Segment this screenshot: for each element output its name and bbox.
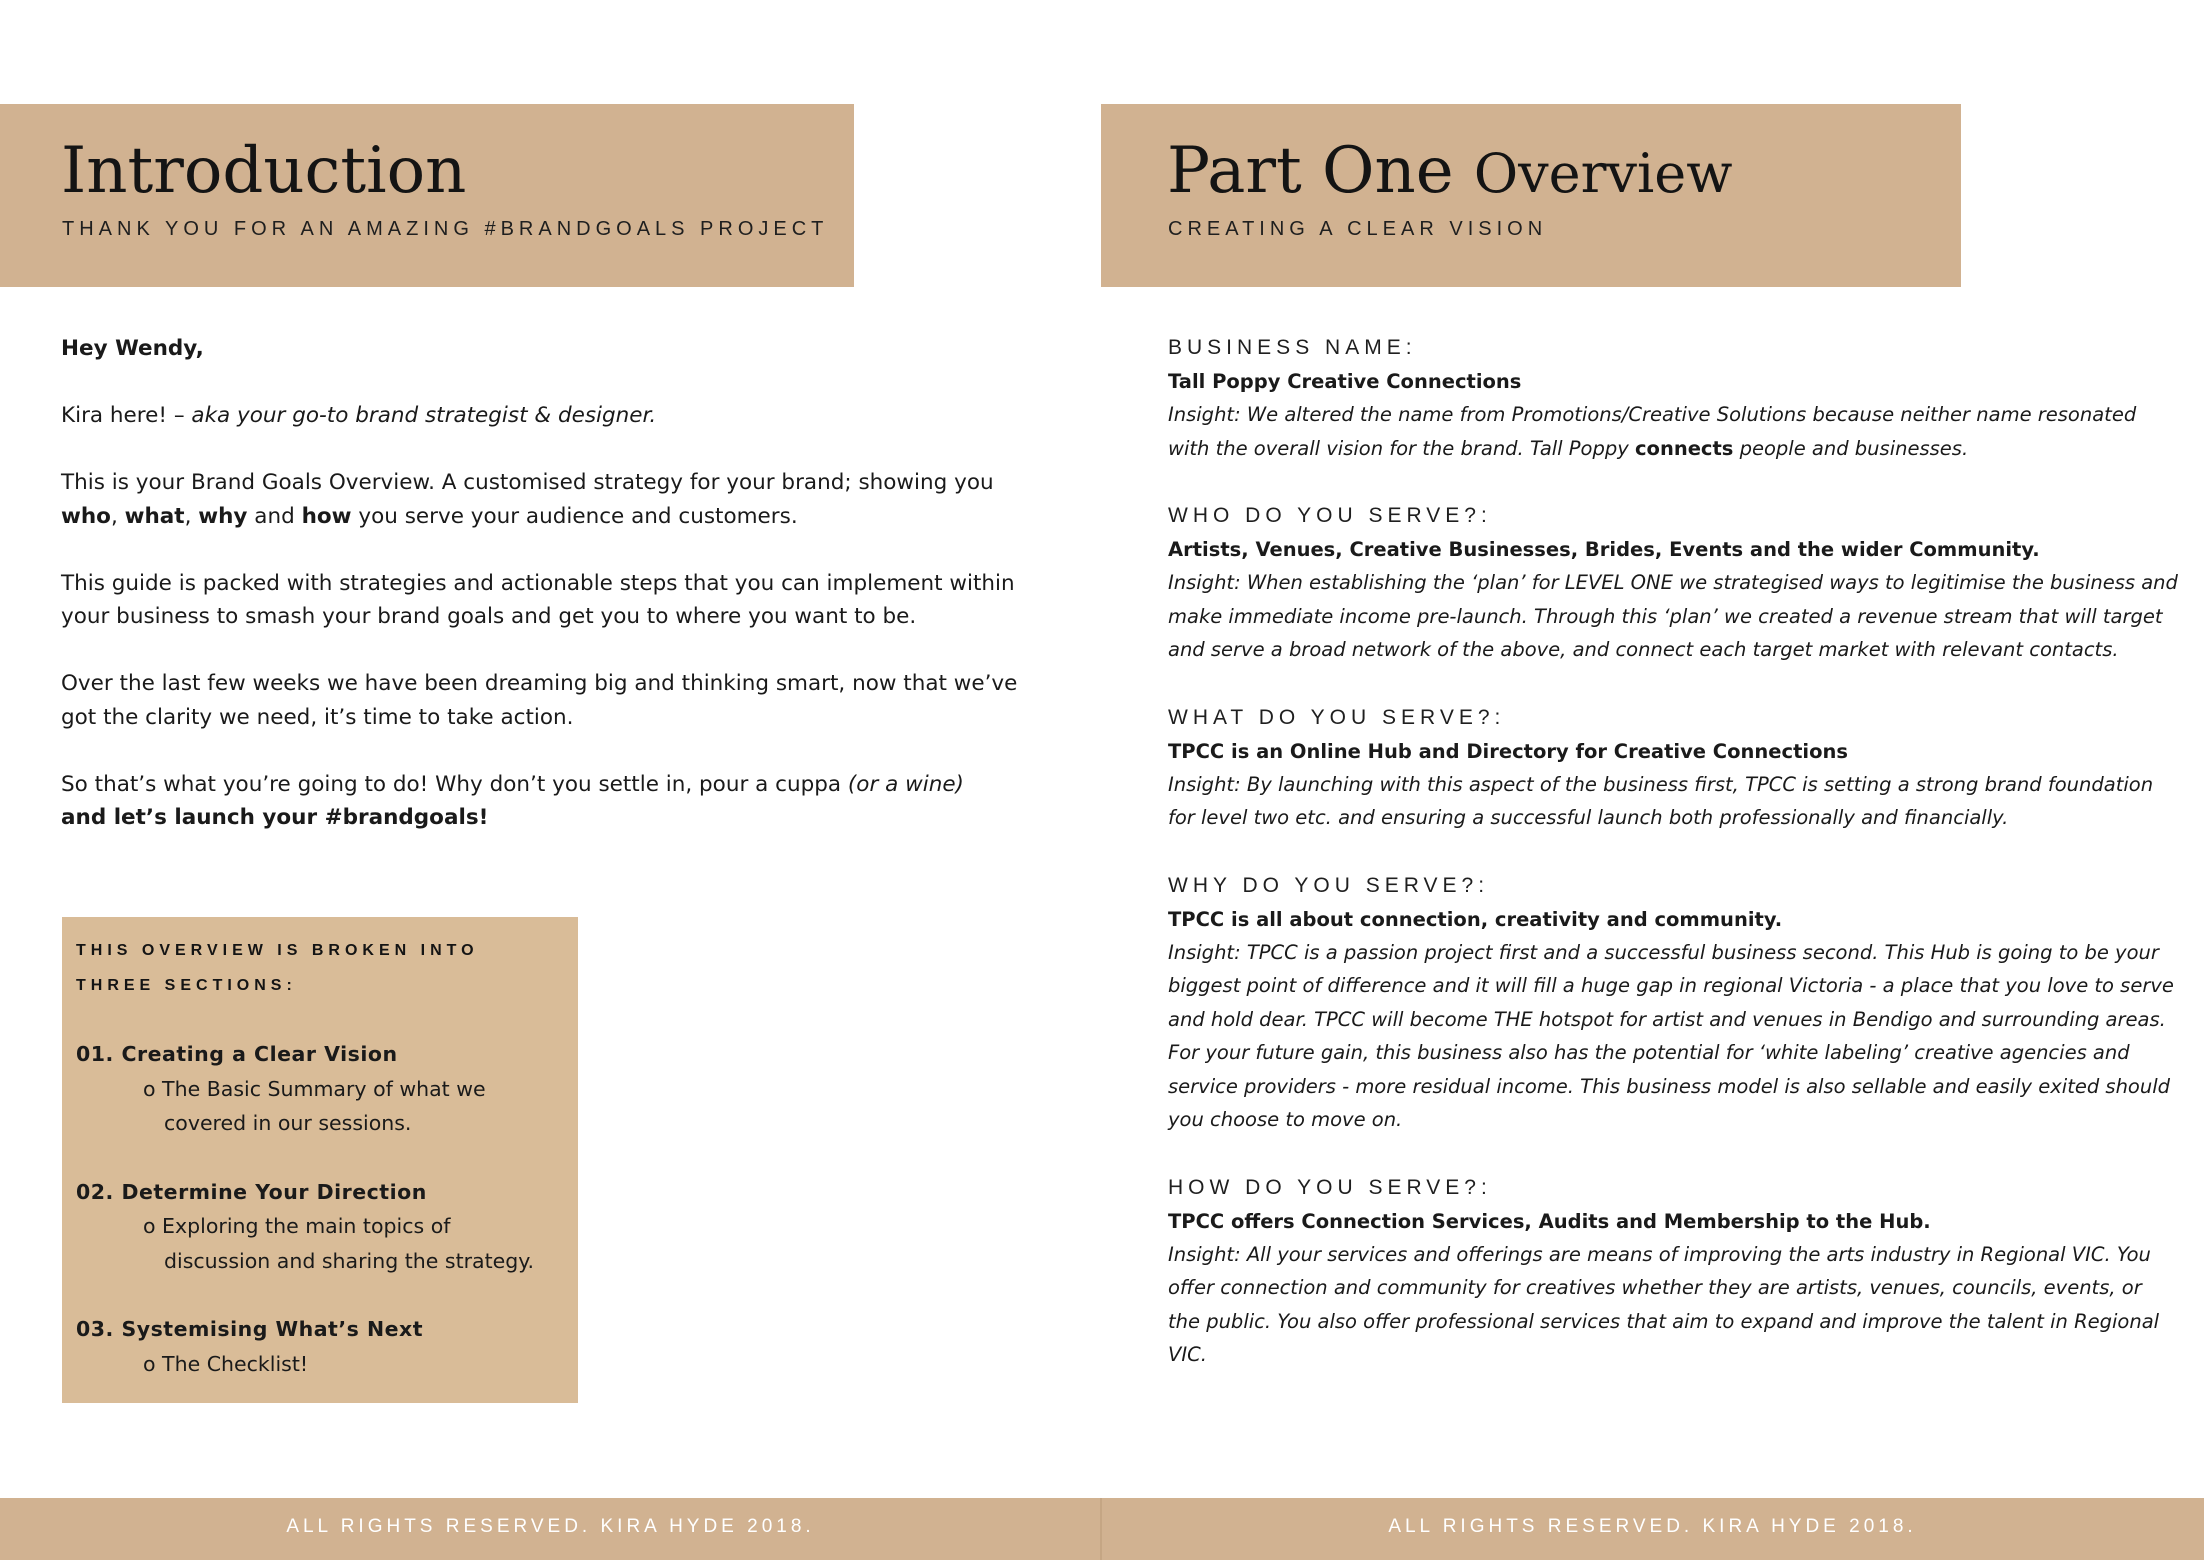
block-label: WHY DO YOU SERVE?:: [1168, 873, 1490, 897]
sections-box-title: THIS OVERVIEW IS BROKEN INTO THREE SECTIONS:: [76, 942, 479, 994]
block-insight: Insight: TPCC is a passion project first and a successful business second. This Hub is going to be your biggest point of difference and it will fill a huge gap in regional Victoria - a place that you love to serve and hold dear. TPCC will become THE hotspot for artist and venues in Bendigo and surrounding areas. For your future gain, this business also has the potential for ‘white labeling’ creative agencies and service providers - more residual income. This business model is also sellable and easily exited should you choose to move on.: [1168, 940, 2174, 1131]
how-block: [1168, 1170, 2178, 1372]
footer-left: [0, 1498, 1101, 1560]
who-block: [1168, 498, 2178, 667]
guide-paragraph: This guide is packed with strategies and actionable steps that you can implement within your business to smash your brand goals and get you to where you want to be.: [61, 570, 1015, 629]
business-name-block: [1168, 330, 2178, 465]
section-subitem: o The Basic Summary of what we covered in our sessions.: [143, 1076, 486, 1135]
left-page: [0, 0, 1101, 1560]
block-label: HOW DO YOU SERVE?:: [1168, 1175, 1492, 1199]
kira-intro: Kira here! – aka your go-to brand strategist & designer.: [61, 403, 657, 428]
block-answer: TPCC offers Connection Services, Audits and Membership to the Hub.: [1168, 1209, 1931, 1233]
section-title: 02. Determine Your Direction: [76, 1179, 427, 1204]
cuppa-paragraph: So that’s what you’re going to do! Why don’t you settle in, pour a cuppa (or a wine) and let’s launch your #brandgoals!: [61, 771, 964, 830]
what-block: [1168, 700, 2178, 835]
block-answer: Artists, Venues, Creative Businesses, Brides, Events and the wider Community.: [1168, 538, 2040, 561]
page-title: Part One Overview: [1167, 134, 1733, 208]
section-title: 03. Systemising What’s Next: [76, 1317, 424, 1341]
greeting: Hey Wendy,: [61, 336, 204, 361]
overview-body: [1168, 330, 2178, 1405]
block-insight: Insight: When establishing the ‘plan’ for LEVEL ONE we strategised ways to legitimise the business and make immediate income pre-launch. Through this ‘plan’ we created a revenue stream that will target and serve a broad network of the above, and connect each target market with relevant contacts.: [1168, 571, 2178, 661]
introduction-header: [0, 104, 854, 287]
page-title: Introduction: [61, 134, 467, 208]
section-title: 01. Creating a Clear Vision: [76, 1042, 398, 1066]
block-insight: Insight: By launching with this aspect of the business first, TPCC is setting a strong brand foundation for level two etc. and ensuring a successful launch both professionally and financially.: [1168, 772, 2154, 829]
section-item: [76, 1312, 564, 1381]
page-divider: [1100, 1498, 1102, 1560]
block-label: BUSINESS NAME:: [1168, 336, 1417, 359]
page-subtitle: THANK YOU FOR AN AMAZING #BRANDGOALS PROJECT: [62, 218, 829, 240]
why-block: [1168, 868, 2178, 1137]
copyright-text: ALL RIGHTS RESERVED. KIRA HYDE 2018.: [1388, 1516, 1917, 1537]
introduction-body: [61, 332, 1041, 835]
footer-right: [1101, 1498, 2204, 1560]
part-one-header: [1101, 104, 1961, 287]
block-label: WHAT DO YOU SERVE?:: [1168, 705, 1506, 729]
block-answer: Tall Poppy Creative Connections: [1168, 370, 1522, 393]
section-subitem: o Exploring the main topics of discussion and sharing the strategy.: [143, 1214, 534, 1273]
sections-box: [62, 917, 578, 1403]
page-subtitle: CREATING A CLEAR VISION: [1168, 218, 1548, 240]
copyright-text: ALL RIGHTS RESERVED. KIRA HYDE 2018.: [286, 1516, 815, 1537]
section-item: [76, 1037, 564, 1141]
right-page: [1101, 0, 2204, 1560]
block-answer: TPCC is all about connection, creativity and community.: [1168, 907, 1783, 931]
section-subitem: o The Checklist!: [143, 1351, 309, 1376]
block-insight: Insight: All your services and offerings are means of improving the arts industry in Regional VIC. You offer connection and community for creatives whether they are artists, venues, councils, events, or the public. You also offer professional services that aim to expand and improve the talent in Regional VIC.: [1168, 1242, 2160, 1366]
block-answer: TPCC is an Online Hub and Directory for Creative Connections: [1168, 739, 1848, 763]
weeks-paragraph: Over the last few weeks we have been dreaming big and thinking smart, now that we’ve got the clarity we need, it’s time to take action.: [61, 671, 1018, 730]
block-label: WHO DO YOU SERVE?:: [1168, 504, 1492, 527]
block-insight: Insight: We altered the name from Promotions/Creative Solutions because neither name resonated with the overall vision for the brand. Tall Poppy connects people and businesses.: [1168, 403, 2137, 460]
section-item: [76, 1175, 564, 1279]
overview-paragraph: This is your Brand Goals Overview. A customised strategy for your brand; showing you who, what, why and how you serve your audience and customers.: [61, 470, 994, 529]
